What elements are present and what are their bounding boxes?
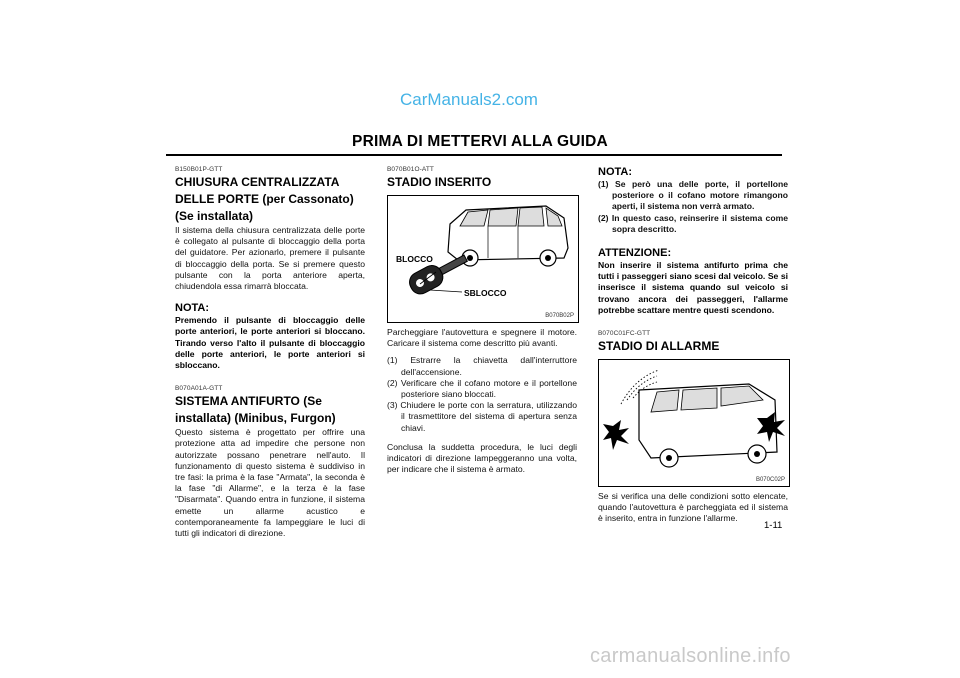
figure-alarm-van: [598, 359, 790, 487]
note-item: (2) In questo caso, reinserire il sistema come sopra descritto.: [598, 212, 788, 234]
watermark-bottom: carmanualsonline.info: [590, 645, 791, 667]
header-rule: [166, 154, 782, 156]
caution-text: Non inserire il sistema antifurto prima che tutti i passeggeri siano scesi dal veicolo. Se si inserisce il sistema quando sul veicolo si trovano ancora dei passeggeri, l'allarme potrebbe scattare mentre questi scendono.: [598, 260, 788, 315]
section-code: B070C01FC-GTT: [598, 330, 651, 338]
antitheft-body: Questo sistema è progettato per offrire una protezione atta ad impedire che persone non autorizzate possano penetrare nell'auto. Il funzionamento di questo sistema è suddiviso in tre fasi: la prima è la fase "Armata", la seconda è la fase "di Allarme", e la terza è la fase "Disarmata". Quando entra in funzione, il sistema emette un allarme acustico e contemporaneamente fa lampeggiare le luci di tutti gli indicatori di direzione.: [175, 427, 365, 539]
armed-intro: Parcheggiare l'autovettura e spegnere il motore. Caricare il sistema come descritto più avanti.: [387, 327, 577, 349]
column-right: [598, 166, 788, 525]
note-heading: NOTA:: [175, 302, 210, 315]
armed-step: (2) Verificare che il cofano motore e il portellone posteriore siano bloccati.: [387, 377, 577, 400]
figure-van-key-fob: [387, 195, 579, 323]
label-unlock: SBLOCCO: [464, 288, 507, 298]
column-middle: [387, 166, 577, 475]
section-title-armed-stage: STADIO INSERITO: [387, 175, 492, 189]
note-text: Premendo il pulsante di bloccaggio delle porte anteriori, le porte anteriori si bloccano. Tirando verso l'alto il pulsante di bloccaggio delle porte anteriori, le porte anteriori si sbloccano.: [175, 315, 365, 371]
armed-closing: Conclusa la suddetta procedura, le luci degli indicatori di direzione lampeggeranno una volta, per indicare che il sistema è armato.: [387, 441, 577, 475]
caution-heading: ATTENZIONE:: [598, 247, 672, 260]
label-lock: BLOCCO: [396, 254, 433, 264]
section-code: B150B01P-GTT: [175, 166, 223, 173]
section-title-alarm-stage: STADIO DI ALLARME: [598, 339, 720, 354]
page-header-title: PRIMA DI METTERVI ALLA GUIDA: [352, 133, 608, 150]
armed-step: (3) Chiudere le porte con la serratura, utilizzando il trasmettitore del sistema di apertura senza chiavi.: [387, 400, 577, 433]
column-left: [175, 166, 365, 539]
note-item: (1) Se però una delle porte, il portellone posteriore o il cofano motore rimangono aperti, il sistema non verrà armato.: [598, 179, 788, 212]
section-code: B070A01A-GTT: [175, 385, 223, 393]
alarm-body: Se si verifica una delle condizioni sotto elencate, quando l'autovettura è parcheggiata ed il sistema è inserito, entra in funzione l'allarme.: [598, 491, 788, 524]
watermark-top: CarManuals2.com: [400, 90, 538, 109]
figure-code: B070C02P: [755, 477, 785, 484]
note-items: [598, 179, 788, 235]
section-title-antitheft: SISTEMA ANTIFURTO (Se installata) (Minibus, Furgon): [175, 394, 336, 426]
section-code: B070B01O-ATT: [387, 166, 434, 173]
note-heading: NOTA:: [598, 166, 633, 178]
armed-step: (1) Estrarre la chiavetta dall'interruttore dell'accensione.: [387, 355, 577, 377]
armed-steps: [387, 355, 577, 433]
section-title-central-locking: CHIUSURA CENTRALIZZATA DELLE PORTE (per Cassonato) (Se installata): [175, 175, 354, 223]
page-number: 1-11: [764, 520, 783, 531]
figure-code: B070B02P: [545, 313, 574, 319]
alarm-van-illustration: [599, 360, 789, 486]
central-locking-body: Il sistema della chiusura centralizzata delle porte è collegato al pulsante di bloccaggio della porta del guidatore. Per azionarlo, premere il pulsante di bloccaggio della porta. Se si premere questo pulsante con la porta anteriore aperta, chiudendola essa rimarrà bloccata.: [175, 225, 365, 292]
